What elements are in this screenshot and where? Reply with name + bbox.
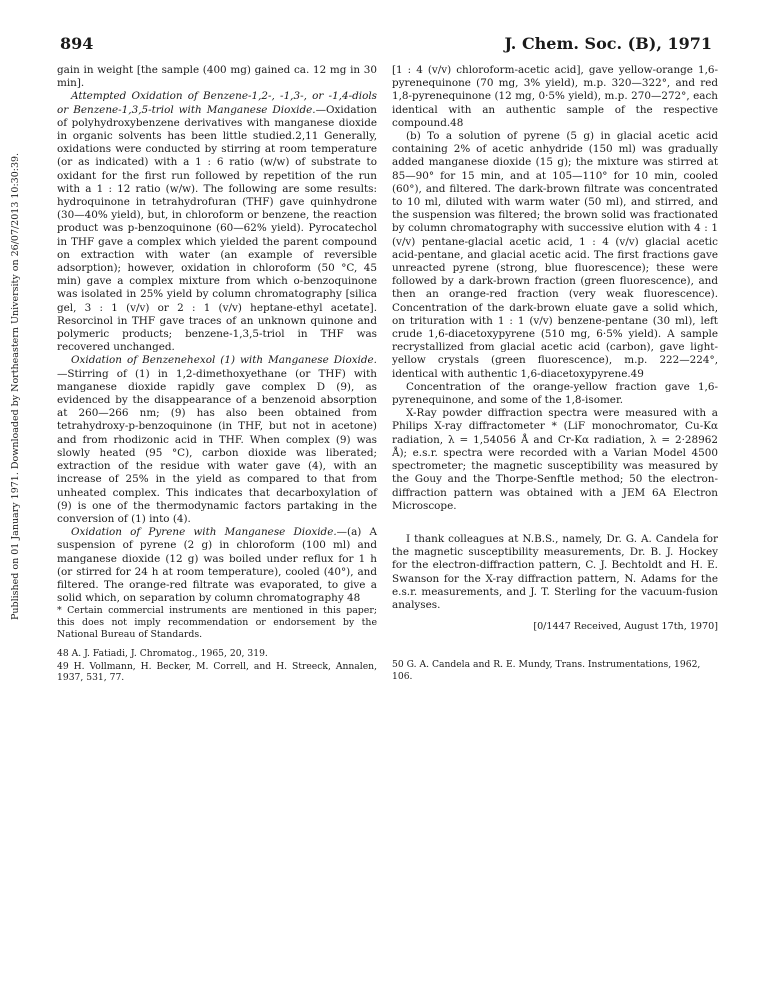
section-heading-diols: Attempted Oxidation of Benzene-1,2-, -1,3-, or -1,4-diols or Benzene-1,3,5-triol with Manganese Dioxide. [57,90,377,116]
section-text-pyrene: —(a) A suspension of pyrene (2 g) in chloroform (100 ml) and manganese dioxide (12 g) was boiled under reflux for 1 h (or stirred for 24 h at room temperature), cooled (40°), and filtered. The orange-red filtrate was evaporated, to give a solid which, on separation by column chromatography 48 [57,526,378,605]
section-text-benzenehexol: —Stirring of (1) in 1,2-dimethoxyethane (or THF) with manganese dioxide rapidly gave complex D (9), as evidenced by the disappearance of a benzenoid absorption at 260—266 nm; (9) has also been obtained from tetrahydroxy-p-benzoquinone (in THF, but not in acetone) and from rhodizonic acid in THF. When complex (9) was slowly heated (95 °C), carbon dioxide was liberated; extraction of the residue with water gave (4), with an increase of 25% in the yield as compared to that from unheated complex. This indicates that decarboxylation of (9) is one of the thermodynamic factors partaking in the conversion of (1) into (4). [57,367,377,525]
reference-50: 50 G. A. Candela and R. E. Mundy, Trans. Instrumentations, 1962, 106. [392,659,701,682]
section-text-diols: —Oxidation of polyhydroxybenzene derivatives with manganese dioxide in organic solvents has been little studied.2,11 Generally, oxidations were conducted by stirring at room temperature (or as indicated) with a 1 : 6 ratio (w/w) of substrate to oxidant for the first run followed by repetition of the run with a 1 : 12 ratio (w/w). The following are some results: hydroquinone in tetrahydrofuran (THF) gave quinhydrone (30—40% yield), but, in chloroform or benzene, the reaction product was p-benzoquinone (60—62% yield). Pyrocatechol in THF gave a complex which yielded the parent compound on extraction with water (an example of reversible adsorption); however, oxidation in chloroform (50 °C, 45 min) gave a complex mixture from which o-benzoquinone was isolated in 25% yield by column chromatography [silica gel, 3 : 1 (v/v) or 2 : 1 (v/v) heptane-ethyl acetate]. Resorcinol in THF gave traces of an unknown quinone and polymeric products; benzene-1,3,5-triol in THF was recovered unchanged. [57,103,377,354]
reference-49: 49 H. Vollmann, H. Becker, M. Correll, and H. Streeck, Annalen, 1937, 531, 77. [57,660,377,684]
left-paragraph-2 [57,90,377,354]
download-stamp [9,152,23,620]
reference-48: 48 A. J. Fatiadi, J. Chromatog., 1965, 20, 319. [57,648,268,660]
journal-running-header: J. Chem. Soc. (B), 1971 [504,34,712,53]
left-paragraph-4 [57,526,377,605]
left-paragraph-1: gain in weight [the sample (400 mg) gained ca. 12 mg in 30 min]. [57,64,377,90]
right-paragraph-2: (b) To a solution of pyrene (5 g) in glacial acetic acid containing 2% of acetic anhydride (150 ml) was gradually added manganese dioxide (15 g); the mixture was stirred at 85—90° for 15 min, and at 105—110° for 10 min, cooled (60°), and filtered. The dark-brown filtrate was concentrated to 10 ml, diluted with warm water (50 ml), and stirred, and the suspension was filtered; the brown solid was fractionated by column chromatography with successive elution with 4 : 1 (v/v) pentane-glacial acetic acid, 1 : 4 (v/v) glacial acetic acid-pentane, and glacial acetic acid. The first fractions gave unreacted pyrene (strong, blue fluorescence); these were followed by a dark-brown fraction (green fluorescence), and then an orange-red fraction (very weak fluorescence). Concentration of the dark-brown eluate gave a solid which, on trituration with 1 : 1 (v/v) benzene-pentane (30 ml), left crude 1,6-diacetoxypyrene (510 mg, 6·5% yield). A sample recrystallized from glacial acetic acid (carbon), gave light-yellow crystals (green fluorescence), m.p. 222—224°, identical with authentic 1,6-diacetoxypyrene.49 [392,130,718,380]
right-paragraph-3: Concentration of the orange-yellow fraction gave 1,6-pyrenequinone, and some of the 1,8-isomer. [392,380,718,407]
footnote-instruments: * Certain commercial instruments are mentioned in this paper; this does not imply recommendation or endorsement by the National Bureau of Standards. [57,605,377,640]
section-heading-benzenehexol: Oxidation of Benzenehexol (1) with Manganese Dioxide. [71,354,377,367]
received-date: [0/1447 Received, August 17th, 1970] [533,621,718,633]
references-left [57,648,377,684]
right-paragraph-1: [1 : 4 (v/v) chloroform-acetic acid], gave yellow-orange 1,6-pyrenequinone (70 mg, 3% yield), m.p. 320—322°, and red 1,8-pyrenequinone (12 mg, 0·5% yield), m.p. 270—272°, each identical with an authentic sample of the respective compound.48 [392,64,718,129]
left-paragraph-3 [57,354,377,526]
acknowledgements: I thank colleagues at N.B.S., namely, Dr. G. A. Candela for the magnetic susceptibility measurements, Dr. B. J. Hockey for the electron-diffraction pattern, C. J. Bechtoldt and H. E. Swanson for the X-ray diffraction pattern, N. Adams for the e.s.r. measurements, and J. T. Sterling for the vacuum-fusion analyses. [392,532,718,611]
right-column [392,64,718,633]
left-column [57,64,377,685]
section-heading-pyrene: Oxidation of Pyrene with Manganese Dioxide. [71,526,337,539]
download-stamp-text: Published on 01 January 1971. Downloaded by Northeastern University on 26/07/2013 10:30:39. [10,152,21,620]
right-paragraph-4: X-Ray powder diffraction spectra were measured with a Philips X-ray diffractometer * (LiF monochromator, Cu-Kα radiation, λ = 1,54056 Å and Cr-Kα radiation, λ = 2·28962 Å); e.s.r. spectra were recorded with a Varian Model 4500 spectrometer; the magnetic susceptibility was measured by the Gouy and the Thorpe-Senftle method; 50 the electron-diffraction pattern was obtained with a JEM 6A Electron Microscope. [392,407,718,512]
page-number: 894 [60,34,94,53]
